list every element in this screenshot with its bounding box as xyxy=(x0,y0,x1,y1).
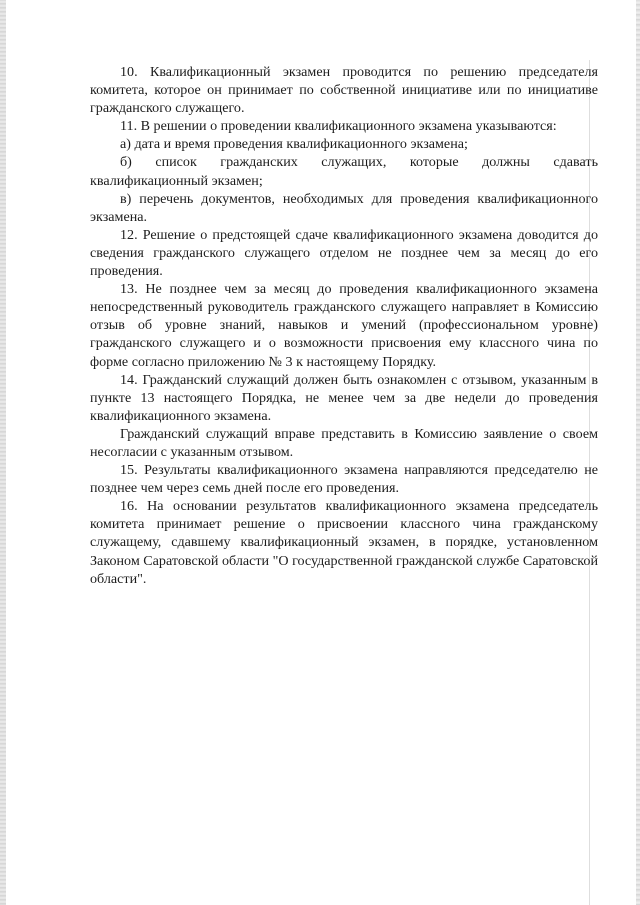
paragraph-14: 14. Гражданский служащий должен быть ознакомлен с отзывом, указанным в пункте 13 настоящего Порядка, не менее чем за две недели до проведения квалификационного экзамена. xyxy=(90,371,598,424)
paragraph-11: 11. В решении о проведении квалификационного экзамена указываются: xyxy=(120,118,557,135)
paragraph-12: 12. Решение о предстоящей сдаче квалификационного экзамена доводится до сведения гражданского служащего отделом не позднее чем за месяц до его проведения. xyxy=(90,226,598,280)
scan-edge-left xyxy=(0,0,6,905)
scan-edge-right xyxy=(636,0,640,905)
paragraph-11-item-b: б) список гражданских служащих, которые должны сдавать квалификационный экзамен; xyxy=(90,154,598,189)
paragraph-13: 13. Не позднее чем за месяц до проведения квалификационного экзамена непосредственный руководитель гражданского служащего направляет в Комиссию отзыв об уровне знаний, навыков и умений (профессиональном уровне) гражданского служащего и о возможности присвоения ему классного чина по форме согласно приложению № 3 к настоящему Порядку. xyxy=(90,281,598,370)
paragraph-11-item-a: а) дата и время проведения квалификационного экзамена; xyxy=(120,136,468,153)
paragraph-10: 10. Квалификационный экзамен проводится по решению председателя комитета, которое он принимает по собственной инициативе или по инициативе гражданского служащего. xyxy=(90,64,598,117)
paragraph-14-note: Гражданский служащий вправе представить в Комиссию заявление о своем несогласии с указанным отзывом. xyxy=(90,425,598,460)
paragraph-15: 15. Результаты квалификационного экзамена направляются председателю не позднее чем через семь дней после его проведения. xyxy=(90,462,598,497)
document-body xyxy=(90,63,598,588)
paragraph-11-item-c: в) перечень документов, необходимых для проведения квалификационного экзамена. xyxy=(90,190,598,225)
paragraph-16: 16. На основании результатов квалификационного экзамена председатель комитета принимает решение о присвоении классного чина гражданскому служащему, сдавшему квалификационный экзамен, в порядке, установленном Законом Саратовской области "О государственной гражданской службе Саратовской области". xyxy=(90,498,598,587)
